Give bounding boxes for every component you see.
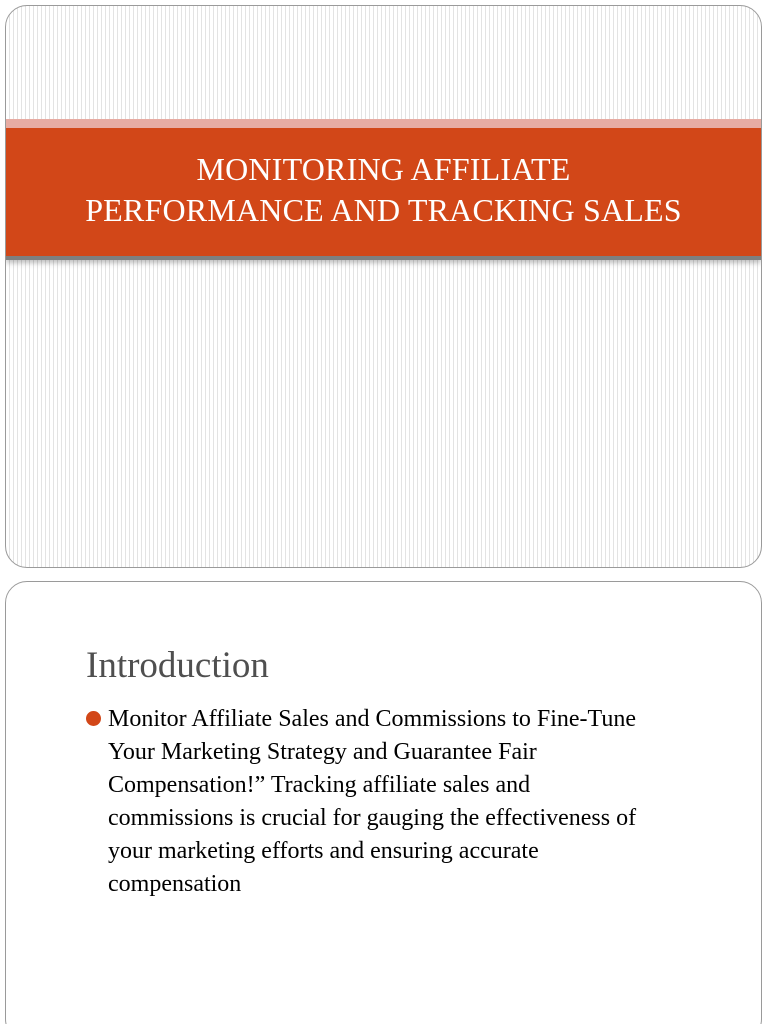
title-slide xyxy=(5,5,762,568)
title-accent-strip xyxy=(6,119,761,128)
bullet-text xyxy=(108,703,736,901)
intro-slide xyxy=(5,581,762,1024)
bullet-item xyxy=(86,703,736,901)
bullet-line: your marketing efforts and ensuring accurate xyxy=(108,838,539,864)
intro-heading: Introduction xyxy=(86,645,269,686)
title-band xyxy=(6,128,761,256)
slide-title-line-1: MONITORING AFFILIATE xyxy=(196,151,571,187)
bullet-line: Compensation!” Tracking affiliate sales and xyxy=(108,772,531,798)
slide-title xyxy=(85,149,682,231)
bullet-line: Monitor Affiliate Sales and Commissions to Fine-Tune xyxy=(108,706,637,732)
bullet-line: Your Marketing Strategy and Guarantee Fair xyxy=(108,739,537,765)
slide-title-line-2: PERFORMANCE AND TRACKING SALES xyxy=(85,192,682,228)
bullet-line: commissions is crucial for gauging the effectiveness of xyxy=(108,805,637,831)
bullet-dot-icon xyxy=(86,711,101,726)
bullet-line: compensation xyxy=(108,871,242,897)
